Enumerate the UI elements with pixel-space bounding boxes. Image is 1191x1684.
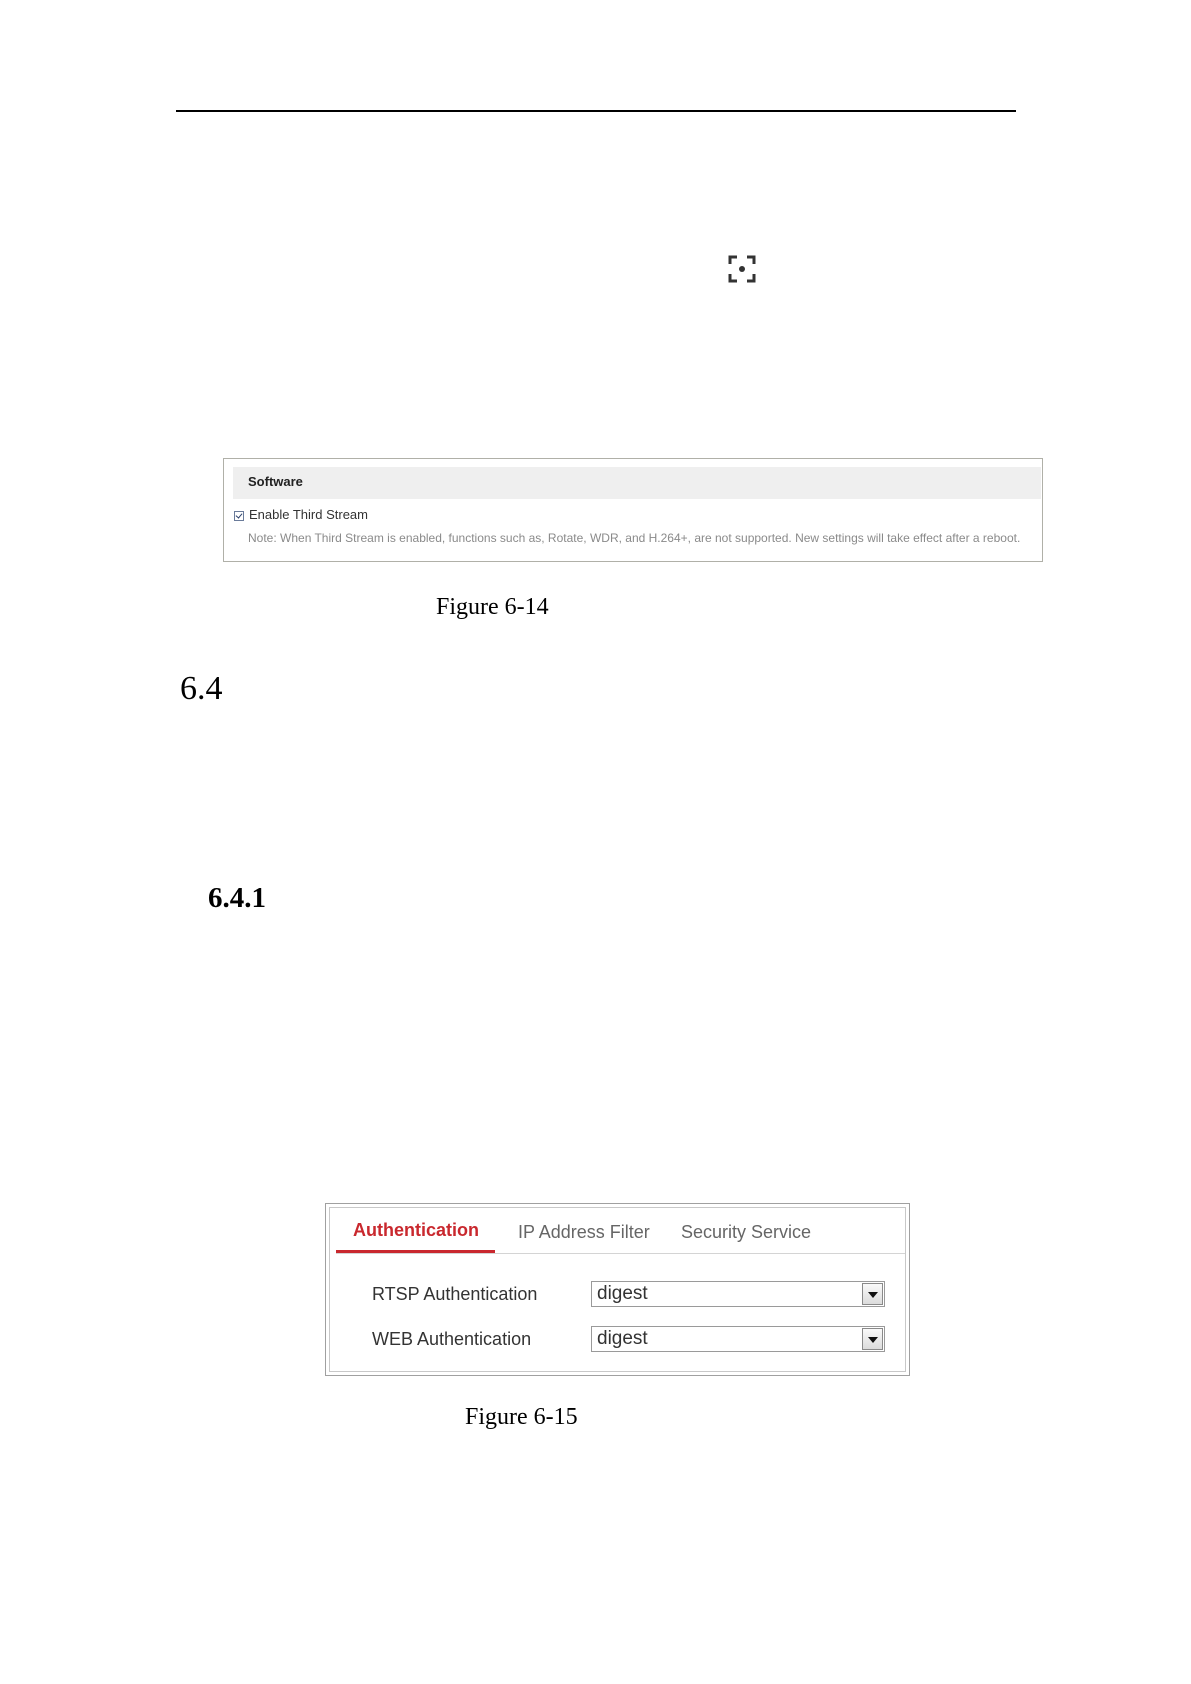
tab-ip-address-filter[interactable]: IP Address Filter bbox=[518, 1222, 650, 1242]
tab-security-service[interactable]: Security Service bbox=[681, 1222, 812, 1242]
subsection-heading-6-4-1: 6.4.1 bbox=[208, 882, 266, 914]
panel-header bbox=[233, 467, 1041, 499]
third-stream-note: Note: When Third Stream is enabled, functions such as, Rotate, WDR, and H.264+, are not supported. New settings will take effect after a reboot. bbox=[248, 531, 1021, 545]
web-authentication-label: WEB Authentication bbox=[372, 1329, 532, 1349]
rtsp-authentication-value: digest bbox=[597, 1283, 648, 1304]
figure-caption-6-14: Figure 6-14 bbox=[436, 594, 549, 620]
rtsp-authentication-label: RTSP Authentication bbox=[372, 1284, 538, 1304]
rtsp-authentication-select[interactable] bbox=[591, 1281, 885, 1307]
panel-title: Software bbox=[248, 474, 303, 489]
enable-third-stream-label: Enable Third Stream bbox=[249, 507, 368, 522]
security-settings-panel bbox=[325, 1203, 910, 1376]
chevron-down-icon[interactable] bbox=[862, 1328, 883, 1350]
focus-target-icon bbox=[728, 255, 756, 283]
panel-inner-frame bbox=[329, 1207, 906, 1372]
section-heading-6-4: 6.4 bbox=[180, 670, 223, 707]
active-tab-indicator bbox=[336, 1250, 495, 1253]
header-rule bbox=[176, 110, 1016, 112]
web-authentication-select[interactable] bbox=[591, 1326, 885, 1352]
software-settings-panel bbox=[223, 458, 1043, 562]
figure-caption-6-15: Figure 6-15 bbox=[465, 1404, 578, 1430]
enable-third-stream-checkbox[interactable] bbox=[234, 511, 244, 521]
tab-bar bbox=[336, 1210, 905, 1254]
chevron-down-icon[interactable] bbox=[862, 1283, 883, 1305]
tab-authentication[interactable]: Authentication bbox=[353, 1220, 479, 1240]
web-authentication-value: digest bbox=[597, 1328, 648, 1349]
